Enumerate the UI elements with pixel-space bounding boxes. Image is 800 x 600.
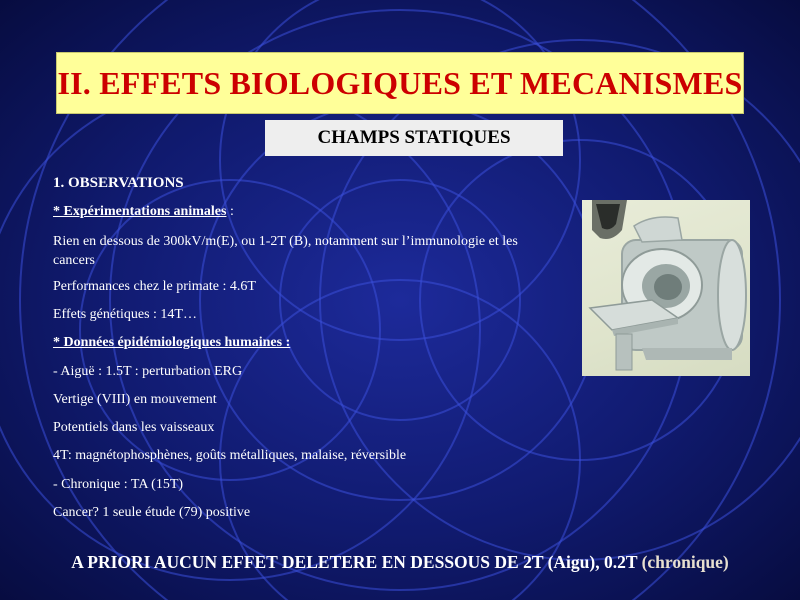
animal-line-1: Rien en dessous de 300kV/m(E), ou 1-2T (B), notamment sur l’immunologie et les cancers bbox=[53, 234, 518, 268]
human-line-6: Cancer? 1 seule étude (79) positive bbox=[53, 505, 251, 520]
human-line-1: - Aiguë : 1.5T : perturbation ERG bbox=[53, 364, 243, 379]
animal-heading: * Expérimentations animales bbox=[53, 204, 227, 219]
conclusion bbox=[0, 552, 800, 573]
animal-line-2: Performances chez le primate : 4.6T bbox=[53, 279, 256, 294]
conclusion-tail: (chronique) bbox=[641, 552, 729, 572]
conclusion-main: A PRIORI AUCUN EFFET DELETERE EN DESSOUS DE 2T (Aigu), 0.2T bbox=[71, 552, 642, 572]
animal-line-3: Effets génétiques : 14T… bbox=[53, 307, 197, 322]
mri-scanner-image bbox=[582, 200, 750, 376]
mri-scanner-icon bbox=[582, 200, 750, 376]
animal-heading-row bbox=[53, 204, 234, 220]
section-heading: 1. OBSERVATIONS bbox=[53, 175, 184, 191]
human-heading: * Données épidémiologiques humaines : bbox=[53, 335, 291, 350]
slide-title: II. EFFETS BIOLOGIQUES ET MECANISMES bbox=[56, 52, 744, 114]
human-line-4: 4T: magnétophosphènes, goûts métalliques, malaise, réversible bbox=[53, 448, 407, 463]
slide-subtitle: CHAMPS STATIQUES bbox=[265, 120, 563, 156]
human-line-3: Potentiels dans les vaisseaux bbox=[53, 420, 215, 435]
human-line-5: - Chronique : TA (15T) bbox=[53, 477, 184, 492]
human-line-2: Vertige (VIII) en mouvement bbox=[53, 392, 217, 407]
animal-heading-suffix: : bbox=[226, 204, 234, 219]
